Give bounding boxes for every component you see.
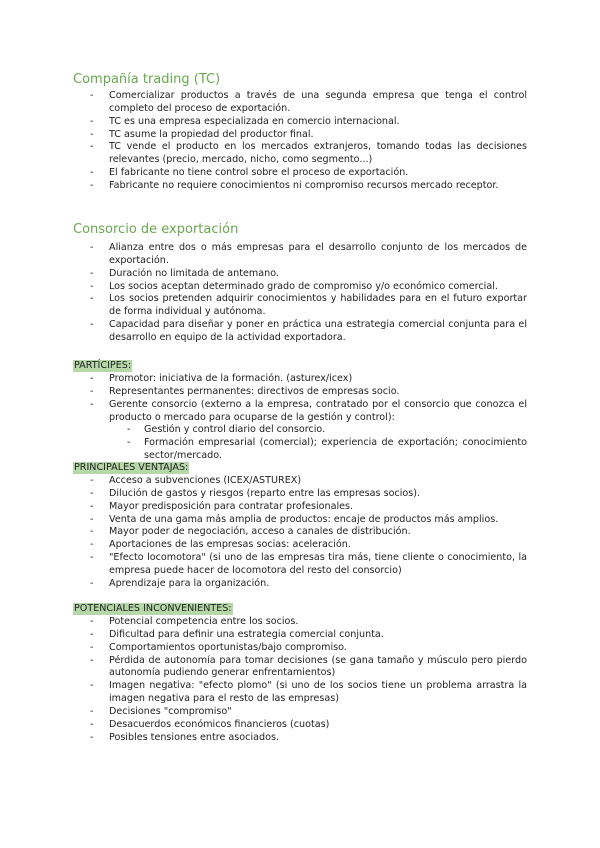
list-item: - Fabricante no requiere conocimientos ni compromiso recursos mercado receptor.: [90, 180, 527, 193]
list-item: - Acceso a subvenciones (ICEX/ASTUREX): [90, 475, 527, 488]
list-consorcio: [90, 242, 527, 345]
list-item: - Aportaciones de las empresas socias: aceleración.: [90, 539, 527, 552]
list-item: - TC asume la propiedad del productor final.: [90, 129, 527, 142]
list-item: - Los socios aceptan determinado grado de compromiso y/o económico comercial.: [90, 281, 527, 294]
list-item: - TC es una empresa especializada en comercio internacional.: [90, 116, 527, 129]
list-item: - El fabricante no tiene control sobre el proceso de exportación.: [90, 167, 527, 180]
list-item: - Promotor: iniciativa de la formación. (asturex/icex): [90, 373, 527, 386]
subheading-participes: PARTÍCIPES:: [74, 360, 132, 371]
list-item: - Venta de una gama más amplia de productos: encaje de productos más amplios.: [90, 514, 527, 527]
list-item: - Decisiones "compromiso": [90, 706, 527, 719]
list-item: - Dilución de gastos y riesgos (reparto entre las empresas socios).: [90, 488, 527, 501]
list-trading: [90, 90, 527, 193]
subheading-ventajas: PRINCIPALES VENTAJAS:: [74, 462, 189, 473]
list-item: - Imagen negativa: "efecto plomo" (si uno de los socios tiene un problema arrastra la imagen negativa para el resto de las empresas): [90, 680, 527, 706]
list-ventajas: [90, 475, 527, 591]
list-item: - Formación empresarial (comercial); experiencia de exportación; conocimiento sector/mercado.: [127, 437, 527, 463]
list-item: - Capacidad para diseñar y poner en práctica una estrategia comercial conjunta para el desarrollo en equipo de la actividad exportadora.: [90, 319, 527, 345]
list-item: - Alianza entre dos o más empresas para el desarrollo conjunto de los mercados de exportación.: [90, 242, 527, 268]
list-item: - TC vende el producto en los mercados extranjeros, tomando todas las decisiones relevantes (precio, mercado, nicho, como segmento...): [90, 141, 527, 167]
list-item: - Gerente consorcio (externo a la empresa, contratado por el consorcio que conozca el producto o mercado para ocuparse de la gestión y control):: [90, 399, 527, 425]
heading-trading: Compañía trading (TC): [73, 72, 221, 87]
subheading-inconvenientes: POTENCIALES INCONVENIENTES:: [74, 603, 232, 614]
list-participes-sub: [127, 424, 527, 463]
list-item: - Gestión y control diario del consorcio.: [127, 424, 527, 437]
list-item: - Representantes permanentes: directivos de empresas socio.: [90, 386, 527, 399]
list-item: - Los socios pretenden adquirir conocimientos y habilidades para en el futuro exportar de forma individual y autónoma.: [90, 293, 527, 319]
list-item: - Pérdida de autonomía para tomar decisiones (se gana tamaño y músculo pero pierdo autonomía pudiendo generar enfrentamientos): [90, 655, 527, 681]
list-item: - Potencial competencia entre los socios.: [90, 616, 527, 629]
list-item: - Desacuerdos económicos financieros (cuotas): [90, 719, 527, 732]
list-item: - Mayor predisposición para contratar profesionales.: [90, 501, 527, 514]
list-item: - Dificultad para definir una estrategia comercial conjunta.: [90, 629, 527, 642]
list-item: - Comercializar productos a través de una segunda empresa que tenga el control completo del proceso de exportación.: [90, 90, 527, 116]
list-item: - Mayor poder de negociación, acceso a canales de distribución.: [90, 526, 527, 539]
list-item: - "Efecto locomotora" (si uno de las empresas tira más, tiene cliente o conocimiento, la empresa puede hacer de locomotora del resto del consorcio): [90, 552, 527, 578]
list-item: - Posibles tensiones entre asociados.: [90, 732, 527, 745]
list-participes: [90, 373, 527, 424]
heading-consorcio: Consorcio de exportación: [73, 222, 239, 237]
list-item: - Duración no limitada de antemano.: [90, 268, 527, 281]
list-inconvenientes: [90, 616, 527, 744]
list-item: - Aprendizaje para la organización.: [90, 578, 527, 591]
list-item: - Comportamientos oportunistas/bajo compromiso.: [90, 642, 527, 655]
